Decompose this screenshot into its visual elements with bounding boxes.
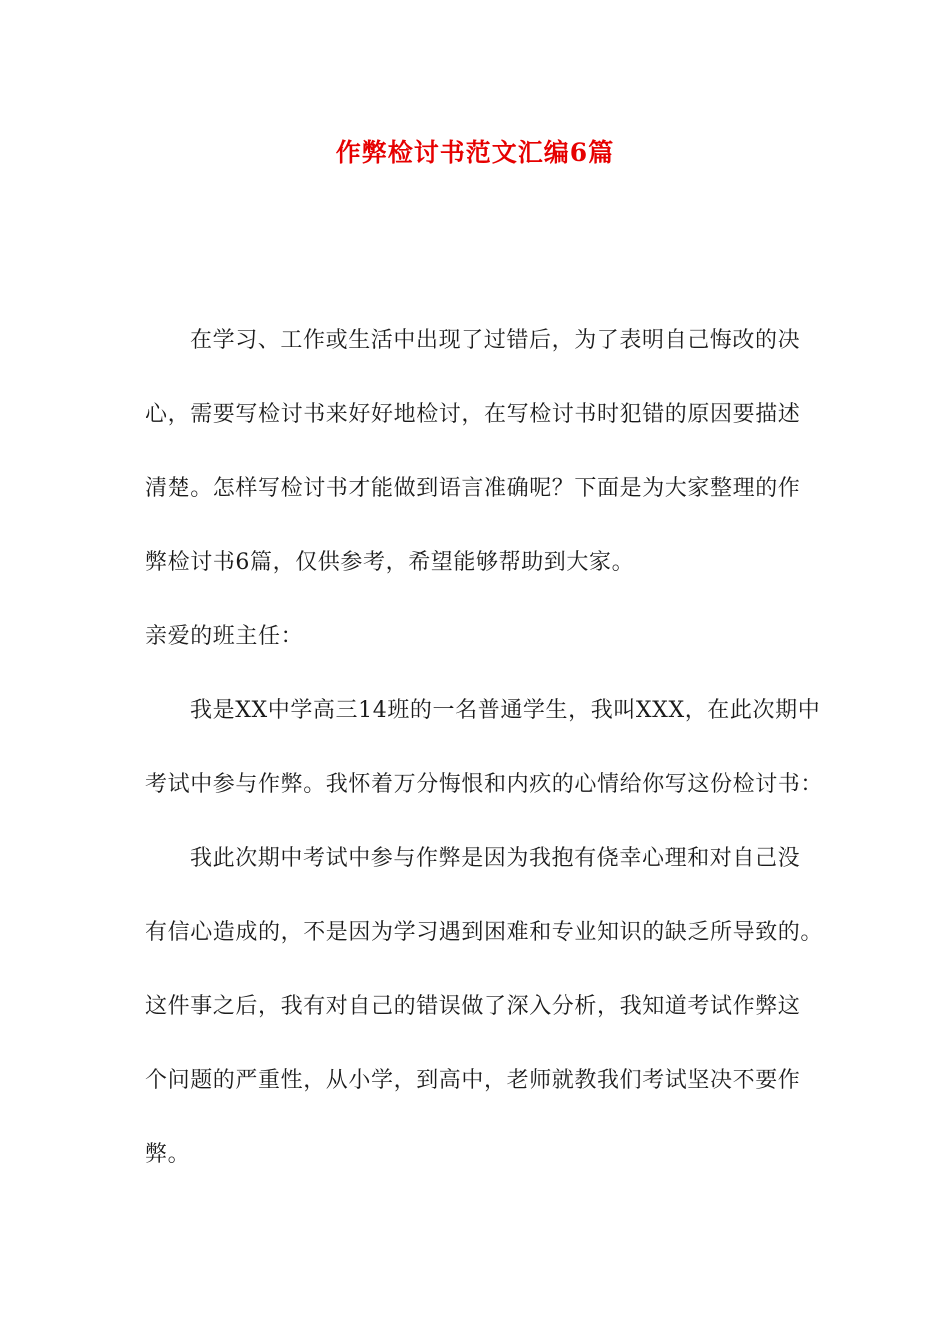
body-line: 我此次期中考试中参与作弊是因为我抱有侥幸心理和对自己没 (190, 846, 801, 871)
body-line: 这件事之后，我有对自己的错误做了深入分析，我知道考试作弊这 (145, 994, 801, 1019)
body-line: 有信心造成的，不是因为学习遇到困难和专业知识的缺乏所导致的。 (145, 920, 824, 945)
body-line: 清楚。怎样写检讨书才能做到语言准确呢？下面是为大家整理的作 (145, 476, 801, 501)
body-line: 个问题的严重性，从小学，到高中，老师就教我们考试坚决不要作 (145, 1068, 801, 1093)
body-line: 弊检讨书6篇，仅供参考，希望能够帮助到大家。 (145, 550, 635, 575)
body-line: 心，需要写检讨书来好好地检讨，在写检讨书时犯错的原因要描述 (145, 402, 801, 427)
body-line: 在学习、工作或生活中出现了过错后，为了表明自己悔改的决 (190, 328, 801, 353)
body-line: 考试中参与作弊。我怀着万分悔恨和内疚的心情给你写这份检讨书： (145, 772, 824, 797)
body-line: 我是XX中学高三14班的一名普通学生，我叫XXX，在此次期中 (190, 698, 821, 723)
document-title: 作弊检讨书范文汇编6篇 (335, 138, 615, 167)
salutation: 亲爱的班主任： (145, 624, 304, 649)
body-line: 弊。 (145, 1142, 191, 1167)
